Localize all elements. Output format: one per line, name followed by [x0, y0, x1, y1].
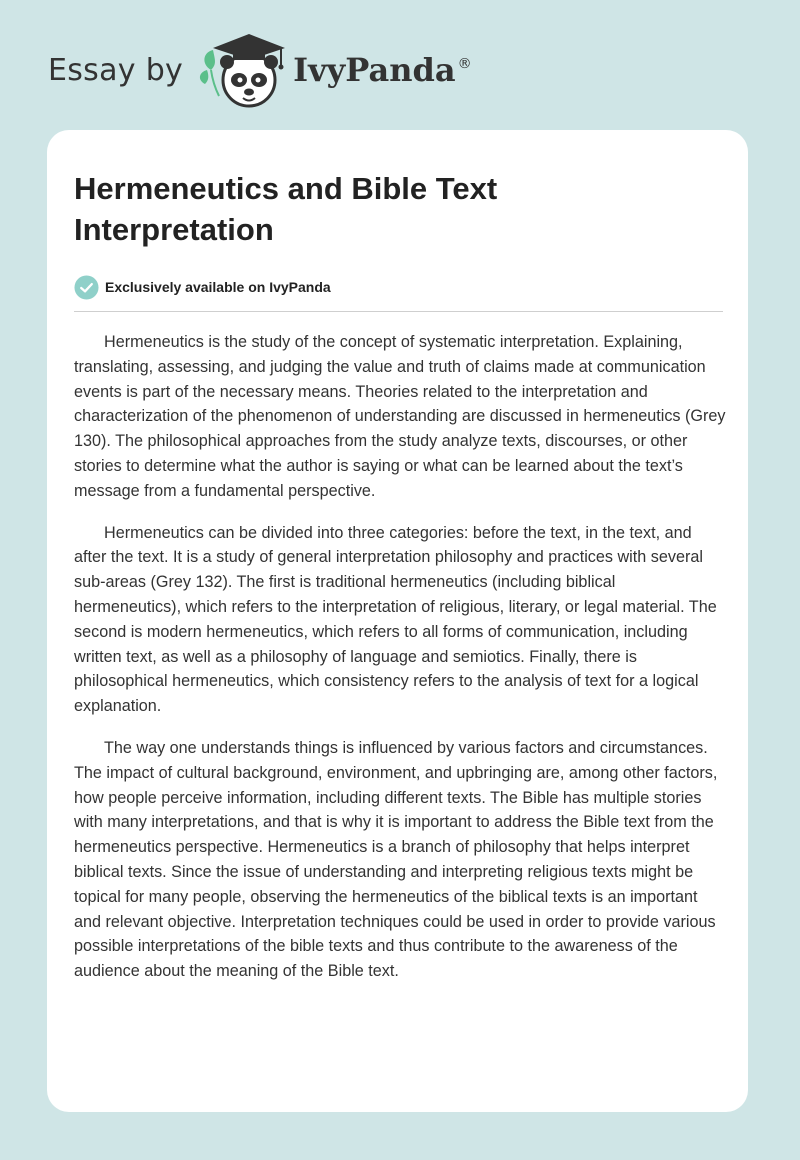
registered-mark: ®	[457, 56, 472, 72]
essay-title: Hermeneutics and Bible Text Interpretation	[74, 171, 498, 247]
divider	[74, 311, 723, 312]
exclusive-label: Exclusively available on IvyPanda	[105, 279, 331, 295]
paragraph: The way one understands things is influenced by various factors and circumstances. The impact of cultural background, environment, and upbringing are, among other factors, how people perceive information, including different texts. The Bible has multiple stories with many interpretations, and that is why it is important to address the Bible text from the hermeneutics perspective. Hermeneutics is a branch of philosophy that helps interpret biblical texts. Since the issue of understanding and interpreting religious texts might be topical for many people, observing the hermeneutics of the biblical texts is an important and relevant objective. Interpretation techniques could be used in order to provide various possible interpretations of the bible texts and thus contribute to the awareness of the audience about the meaning of the Bible text.	[74, 738, 718, 981]
paragraph: Hermeneutics can be divided into three categories: before the text, in the text, and after the text. It is a study of general interpretation philosophy and practices with several sub-areas (Grey 132). The first is traditional hermeneutics (including biblical hermeneutics), which refers to the interpretation of religious, literary, or legal material. The second is modern hermeneutics, which refers to all forms of communication, including written text, as well as a philosophy of language and semiotics. Finally, there is philosophical hermeneutics, which consistency refers to the analysis of text for a logical explanation.	[74, 523, 717, 716]
check-circle-icon	[74, 275, 99, 300]
paragraph: Hermeneutics is the study of the concept of systematic interpretation. Explaining, translating, assessing, and judging the value and truth of claims made at communication events is part of the necessary means. Theories related to the interpretation and characterization of the phenomenon of understanding are discussed in hermeneutics (Grey 130). The philosophical approaches from the study analyze texts, discourses, or other stories to determine what the author is saying or what can be learned about the text’s message from a fundamental perspective.	[74, 333, 726, 500]
brand-name: IvyPanda	[293, 51, 456, 89]
exclusive-badge	[74, 274, 722, 300]
essay-body	[74, 330, 726, 984]
essay-card	[47, 130, 748, 1112]
brand-prefix: Essay by	[48, 52, 184, 88]
brand-header	[48, 30, 472, 110]
panda-graduation-cap-icon	[197, 30, 289, 110]
